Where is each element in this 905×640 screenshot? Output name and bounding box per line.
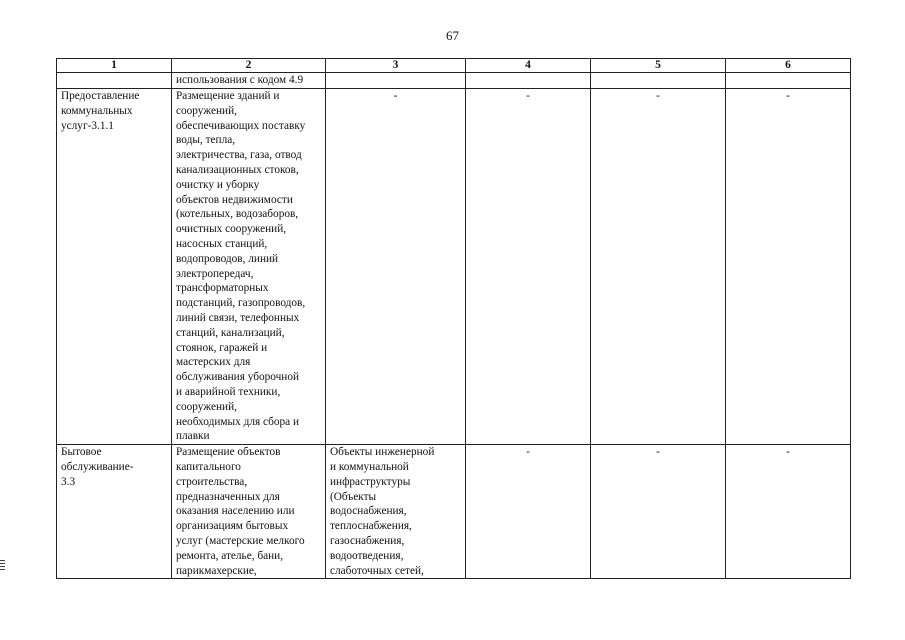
table-cell: - [591, 89, 726, 445]
land-use-type-cell: Бытовое обслуживание- 3.3 [57, 445, 172, 579]
column-header-2: 2 [172, 59, 326, 73]
description-cell: Размещение зданий и сооружений, обеспечивающих поставку воды, тепла, электричества, газа, отвод канализационных стоков, очистку и уборку объектов недвижимости (котельных, водозаборов, очистных сооружений, насосных станций, водопроводов, линий электропередач, трансформаторных подстанций, газопроводов, линий связи, телефонных станций, канализаций, стоянок, гаражей и мастерских для обслуживания уборочной и аварийной техники, сооружений, необходимых для сбора и плавки [172, 89, 326, 445]
table-cell [466, 73, 591, 89]
table-cell: - [591, 445, 726, 579]
table-cell: - [466, 445, 591, 579]
auxiliary-use-cell: Объекты инженерной и коммунальной инфраструктуры (Объекты водоснабжения, теплоснабжения, газоснабжения, водоотведения, слаботочных сетей, [326, 445, 466, 579]
table-cell: - [466, 89, 591, 445]
description-cell: Размещение объектов капитального строительства, предназначенных для оказания населению или организациям бытовых услуг (мастерские мелкого ремонта, ателье, бани, парикмахерские, [172, 445, 326, 579]
land-use-table [56, 58, 851, 579]
table-row-continuation [57, 73, 851, 89]
column-header-3: 3 [326, 59, 466, 73]
land-use-type-cell: Предоставление коммунальных услуг-3.1.1 [57, 89, 172, 445]
table-header-row [57, 59, 851, 73]
table-row [57, 89, 851, 445]
column-header-6: 6 [726, 59, 851, 73]
table-cell: - [726, 89, 851, 445]
table-cell: использования с кодом 4.9 [172, 73, 326, 89]
column-header-1: 1 [57, 59, 172, 73]
column-header-5: 5 [591, 59, 726, 73]
margin-mark [0, 560, 5, 572]
table-cell [326, 73, 466, 89]
table-cell: - [326, 89, 466, 445]
column-header-4: 4 [466, 59, 591, 73]
table-cell [726, 73, 851, 89]
table-cell [57, 73, 172, 89]
table-cell [591, 73, 726, 89]
table-row [57, 445, 851, 579]
table-cell: - [726, 445, 851, 579]
page-number: 67 [446, 28, 459, 43]
